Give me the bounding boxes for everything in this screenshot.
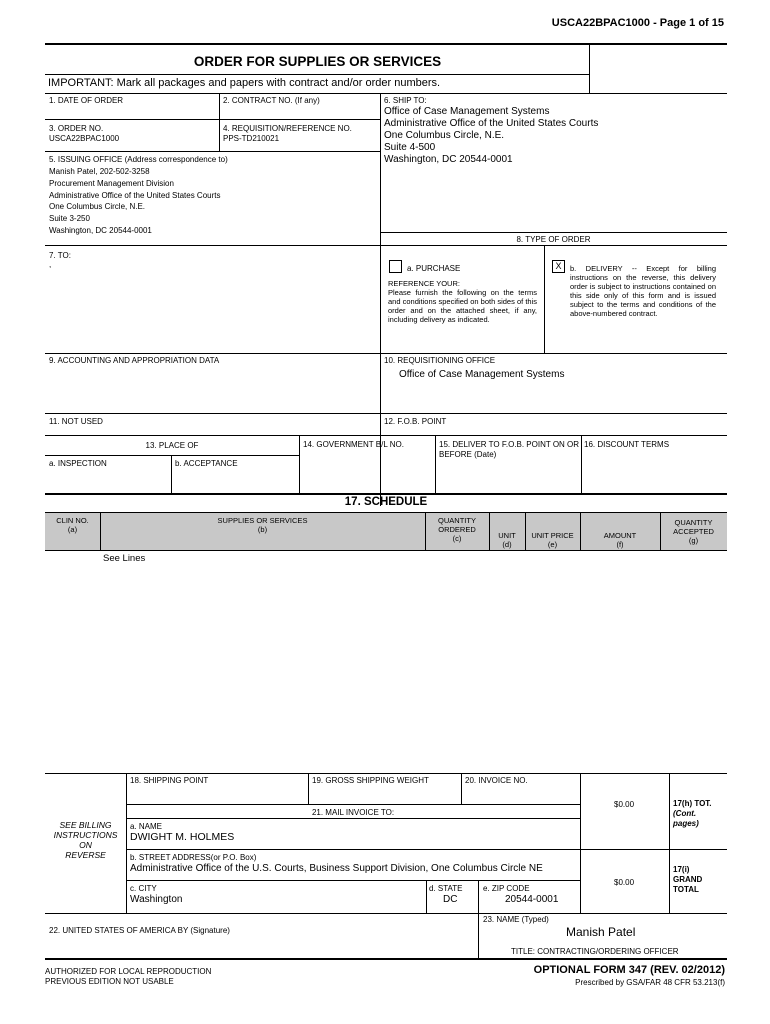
grand-total-line: 17(i): [673, 865, 690, 874]
billing-note-line: INSTRUCTIONS: [53, 830, 118, 840]
col-quantity-accepted: [660, 518, 727, 545]
to-value[interactable]: ,: [49, 260, 52, 269]
street-address-value[interactable]: Administrative Office of the U.S. Courts, Business Support Division, One Columbus Circle NE: [130, 863, 543, 874]
billing-note-line: ON: [79, 840, 92, 850]
col-qty-title-2: ORDERED: [438, 525, 476, 534]
requisitioning-office-label: 10. REQUISITIONING OFFICE: [384, 356, 496, 365]
gross-weight-label: 19. GROSS SHIPPING WEIGHT: [312, 776, 429, 785]
reference-text: Please furnish the following on the terms and conditions specified on both sides of this order and on the attached sheet, if any, including delivery as indicated.: [388, 288, 537, 324]
contract-no-label: 2. CONTRACT NO. (If any): [223, 96, 320, 105]
state-label: d. STATE: [429, 884, 463, 893]
col-clin: [45, 516, 100, 534]
issuing-office-line: Manish Patel, 202-502-3258: [49, 167, 150, 176]
ship-to-line: Suite 4-500: [384, 142, 436, 153]
delivery-checkbox[interactable]: X: [552, 260, 565, 273]
acceptance-label: b. ACCEPTANCE: [175, 459, 238, 468]
zip-label: e. ZIP CODE: [483, 884, 530, 893]
grand-total-label: [673, 865, 702, 895]
type-of-order-label: 8. TYPE OF ORDER: [516, 235, 591, 244]
accounting-data-label: 9. ACCOUNTING AND APPROPRIATION DATA: [49, 356, 220, 365]
signature-label: 22. UNITED STATES OF AMERICA BY (Signature): [49, 926, 230, 935]
footer-edition-note: PREVIOUS EDITION NOT USABLE: [45, 977, 174, 986]
total-cont-pages-amount: $0.00: [614, 800, 635, 809]
col-amount: [580, 531, 660, 549]
col-qty-letter: (c): [452, 534, 462, 543]
place-of-label: 13. PLACE OF: [145, 441, 199, 450]
ship-to-line: Office of Case Management Systems: [384, 106, 550, 117]
order-no-value[interactable]: USCA22BPAC1000: [49, 134, 120, 143]
issuing-office-label: 5. ISSUING OFFICE (Address correspondence to): [49, 155, 228, 164]
city-label: c. CITY: [130, 884, 157, 893]
government-bl-label: 14. GOVERNMENT B/L NO.: [303, 440, 404, 449]
col-unit-letter: (d): [502, 540, 512, 549]
col-supplies-title: SUPPLIES OR SERVICES: [217, 516, 308, 525]
col-amount-title: AMOUNT: [603, 531, 637, 540]
fob-point-label: 12. F.O.B. POINT: [384, 417, 447, 426]
inspection-label: a. INSPECTION: [49, 459, 107, 468]
zip-value[interactable]: 20544-0001: [505, 894, 559, 905]
col-supplies: [100, 516, 425, 534]
typed-name-label: 23. NAME (Typed): [483, 915, 549, 924]
officer-title: TITLE: CONTRACTING/ORDERING OFFICER: [511, 947, 679, 956]
to-label: 7. TO:: [49, 251, 71, 260]
not-used-label: 11. NOT USED: [49, 417, 103, 426]
prescribed-by: Prescribed by GSA/FAR 48 CFR 53.213(f): [575, 978, 725, 987]
order-no-label: 3. ORDER NO.: [49, 124, 104, 133]
col-qty-title: QUANTITY: [438, 516, 476, 525]
ship-to-line: Administrative Office of the United States Courts: [384, 118, 599, 129]
col-unit-price-title: UNIT PRICE: [531, 531, 574, 540]
grand-total-line: TOTAL: [673, 885, 699, 894]
billing-note-line: REVERSE: [65, 850, 106, 860]
col-amount-letter: (f): [616, 540, 624, 549]
billing-note-line: SEE BILLING: [59, 820, 112, 830]
schedule-title: 17. SCHEDULE: [344, 496, 428, 508]
col-unit-price: [525, 531, 580, 549]
issuing-office-line: Procurement Management Division: [49, 178, 174, 188]
city-value[interactable]: Washington: [130, 894, 183, 905]
document-reference: USCA22BPAC1000 - Page 1 of 15: [551, 17, 724, 29]
col-qty-accepted-letter: (g): [688, 536, 699, 545]
footer-reproduction-note: AUTHORIZED FOR LOCAL REPRODUCTION: [45, 967, 212, 976]
grand-total-line: GRAND: [673, 875, 703, 884]
col-qty-accepted-title-2: ACCEPTED: [673, 527, 714, 536]
col-unit-price-letter: (e): [547, 540, 558, 549]
typed-name-value[interactable]: Manish Patel: [566, 925, 636, 939]
schedule-row-see-lines: See Lines: [103, 553, 146, 564]
col-qty-accepted-title: QUANTITY: [674, 518, 713, 527]
form-number: OPTIONAL FORM 347 (REV. 02/2012): [533, 964, 725, 976]
invoice-name-label: a. NAME: [130, 822, 163, 831]
shipping-point-label: 18. SHIPPING POINT: [130, 776, 209, 785]
issuing-office-line: Suite 3-250: [49, 214, 90, 224]
total-cont-pages-label: [673, 799, 712, 829]
form-title: ORDER FOR SUPPLIES OR SERVICES: [193, 54, 442, 69]
street-address-label: b. STREET ADDRESS(or P.O. Box): [130, 853, 257, 862]
discount-terms-label: 16. DISCOUNT TERMS: [584, 440, 670, 449]
ship-to-address: [384, 106, 598, 166]
grand-total-amount: $0.00: [614, 878, 635, 887]
ship-to-line: Washington, DC 20544-0001: [384, 154, 513, 165]
invoice-name-value[interactable]: DWIGHT M. HOLMES: [130, 831, 235, 843]
invoice-no-label: 20. INVOICE NO.: [465, 776, 528, 785]
requisitioning-office-value[interactable]: Office of Case Management Systems: [399, 369, 565, 380]
mail-invoice-label: 21. MAIL INVOICE TO:: [311, 808, 395, 817]
col-unit-title: UNIT: [498, 531, 516, 540]
col-clin-letter: (a): [67, 525, 78, 534]
billing-instructions-note: [45, 820, 126, 860]
issuing-office-line: Administrative Office of the United States Courts: [49, 190, 221, 200]
state-value[interactable]: DC: [443, 894, 458, 905]
col-clin-title: CLIN NO.: [56, 516, 89, 525]
deliver-by-label: 15. DELIVER TO F.O.B. POINT ON OR BEFORE (Date): [439, 440, 580, 459]
date-of-order-label: 1. DATE OF ORDER: [49, 96, 124, 105]
total-cont-line: pages): [673, 819, 699, 828]
total-cont-line: 17(h) TOT.: [673, 799, 712, 808]
requisition-no-label: 4. REQUISITION/REFERENCE NO.: [223, 124, 352, 133]
important-note: IMPORTANT: Mark all packages and papers with contract and/or order numbers.: [48, 77, 441, 89]
requisition-no-value[interactable]: PPS-TD210021: [223, 134, 280, 143]
total-cont-line: (Cont.: [673, 809, 697, 818]
purchase-checkbox[interactable]: [389, 260, 402, 273]
reference-your-label: REFERENCE YOUR:: [388, 279, 460, 288]
purchase-label: a. PURCHASE: [407, 264, 461, 273]
col-quantity-ordered: [425, 516, 489, 543]
delivery-text: b. DELIVERY -- Except for billing instructions on the reverse, this delivery order is subject to instructions contained on this side only of this form and is issued subject to the terms and conditions of the above-numbered contract.: [570, 264, 716, 318]
ship-to-label: 6. SHIP TO:: [384, 96, 427, 105]
ship-to-line: One Columbus Circle, N.E.: [384, 130, 505, 141]
page-header: [552, 17, 724, 29]
col-supplies-letter: (b): [257, 525, 268, 534]
col-unit: [489, 531, 525, 549]
issuing-office-address: [49, 166, 220, 237]
issuing-office-line: Washington, DC 20544-0001: [49, 225, 152, 235]
issuing-office-line: One Columbus Circle, N.E.: [49, 202, 146, 212]
